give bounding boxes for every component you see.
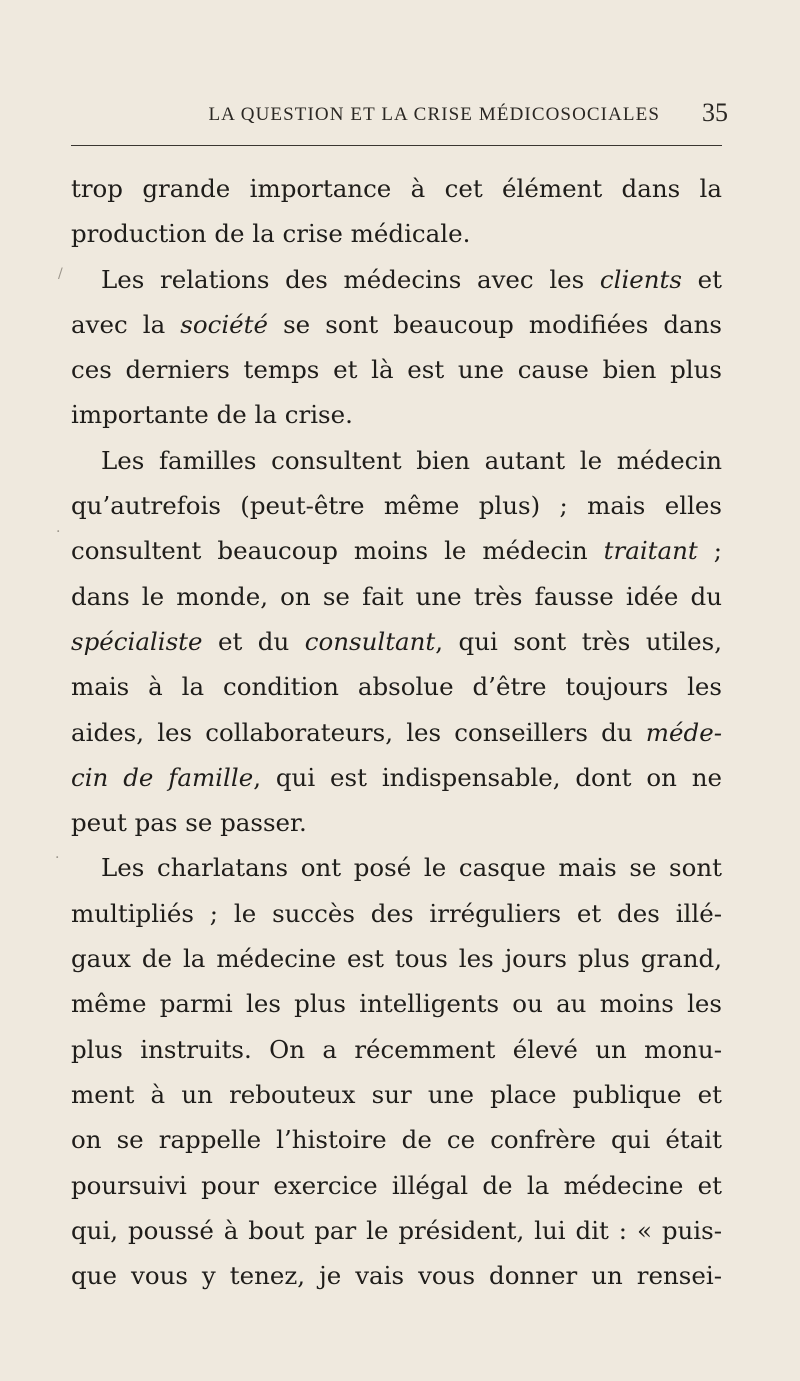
text-line: qui, poussé à bout par le président, lui dit : « puis- [71,1215,722,1245]
text-line: plus instruits. On a récemment élevé un monu- [71,1034,722,1064]
text-line: Les familles consultent bien autant le médecin [101,445,722,475]
text-line: importante de la crise. [71,400,353,430]
text-line: ment à un rebouteux sur une place publique et [71,1079,722,1109]
text-line: consultent beaucoup moins le médecin traitant ; [71,536,723,566]
text-line: gaux de la médecine est tous les jours plus grand, [71,944,722,974]
margin-speck: · [56,524,61,540]
body-text [71,166,722,1298]
text-line: Les relations des médecins avec les clients et [101,264,722,294]
text-line: peut pas se passer. [71,808,307,838]
text-line: spécialiste et du consultant, qui sont très utiles, [71,626,722,656]
text-line: même parmi les plus intelligents ou au moins les [71,989,722,1019]
text-line: avec la société se sont beaucoup modifiées dans [71,309,722,339]
text-line: que vous y tenez, je vais vous donner un rensei- [71,1261,722,1291]
text-line: aides, les collaborateurs, les conseillers du méde- [71,717,722,747]
running-title: LA QUESTION ET LA CRISE MÉDICOSOCIALES [208,104,660,125]
text-line: production de la crise médicale. [71,219,471,249]
text-line: on se rappelle l’histoire de ce confrère qui était [71,1125,722,1155]
text-line: mais à la condition absolue d’être toujours les [71,672,722,702]
text-line: ces derniers temps et là est une cause bien plus [71,355,722,385]
running-head [0,98,800,138]
page-number: 35 [702,98,728,127]
text-line: poursuivi pour exercice illégal de la médecine et [71,1170,722,1200]
text-line: dans le monde, on se fait une très fausse idée du [71,581,722,611]
text-line: Les charlatans ont posé le casque mais se sont [101,853,722,883]
margin-speck: / [58,266,63,282]
margin-speck: · [55,850,60,866]
text-line: cin de famille, qui est indispensable, dont on ne [71,762,723,792]
header-rule [71,145,722,146]
text-line: trop grande importance à cet élément dans la [71,174,722,203]
text-line: qu’autrefois (peut-être même plus) ; mais elles [71,491,722,521]
text-line: multipliés ; le succès des irréguliers et des illé- [71,898,722,928]
